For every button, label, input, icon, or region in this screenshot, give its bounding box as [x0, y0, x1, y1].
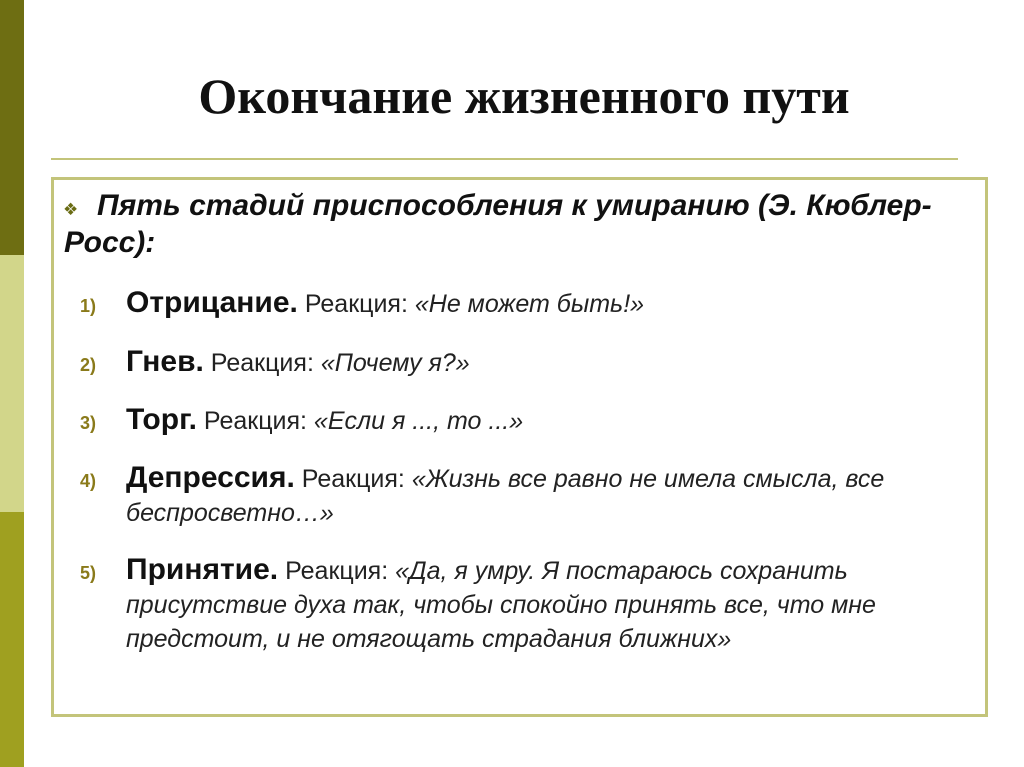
item-text: [126, 553, 956, 656]
stages-heading: Пять стадий приспособления к умиранию (Э. Кюблер-Росс):: [64, 189, 932, 259]
item-number: 2): [80, 355, 97, 375]
decorative-sidebar: [0, 0, 24, 767]
diamond-bullet-icon: ❖: [63, 200, 79, 220]
slide-title: Окончание жизненного пути: [198, 68, 850, 124]
item-number: 3): [80, 413, 97, 433]
item-quote: «Жизнь все равно не имела смысла, все беспросветно…»: [126, 465, 885, 527]
item-term: Торг.: [126, 403, 197, 436]
item-term: Принятие.: [126, 553, 279, 586]
item-label: Реакция:: [210, 349, 314, 377]
item-text: [126, 286, 956, 321]
item-text: [126, 345, 956, 380]
item-label: Реакция:: [301, 465, 405, 493]
item-quote: «Не может быть!»: [414, 290, 645, 318]
item-quote: «Да, я умру. Я постараюсь сохранить присутствие духа так, чтобы спокойно принять все, что мне предстоит, и не отягощать страдания ближних»: [126, 557, 876, 653]
item-number: 4): [80, 471, 97, 491]
item-label: Реакция:: [203, 407, 307, 435]
item-text: [126, 461, 956, 530]
item-term: Гнев.: [126, 345, 204, 378]
item-term: Депрессия.: [126, 461, 295, 494]
item-label: Реакция:: [285, 557, 389, 585]
sidebar-segment-bottom: [0, 512, 24, 767]
title-divider: [51, 158, 958, 160]
sidebar-segment-top: [0, 0, 24, 255]
item-text: [126, 403, 956, 438]
item-label: Реакция:: [304, 290, 408, 318]
sidebar-segment-middle: [0, 255, 24, 512]
item-term: Отрицание.: [126, 286, 298, 319]
item-number: 1): [80, 296, 97, 316]
item-quote: «Если я ..., то ...»: [313, 407, 524, 435]
item-quote: «Почему я?»: [320, 349, 470, 377]
item-number: 5): [80, 563, 97, 583]
